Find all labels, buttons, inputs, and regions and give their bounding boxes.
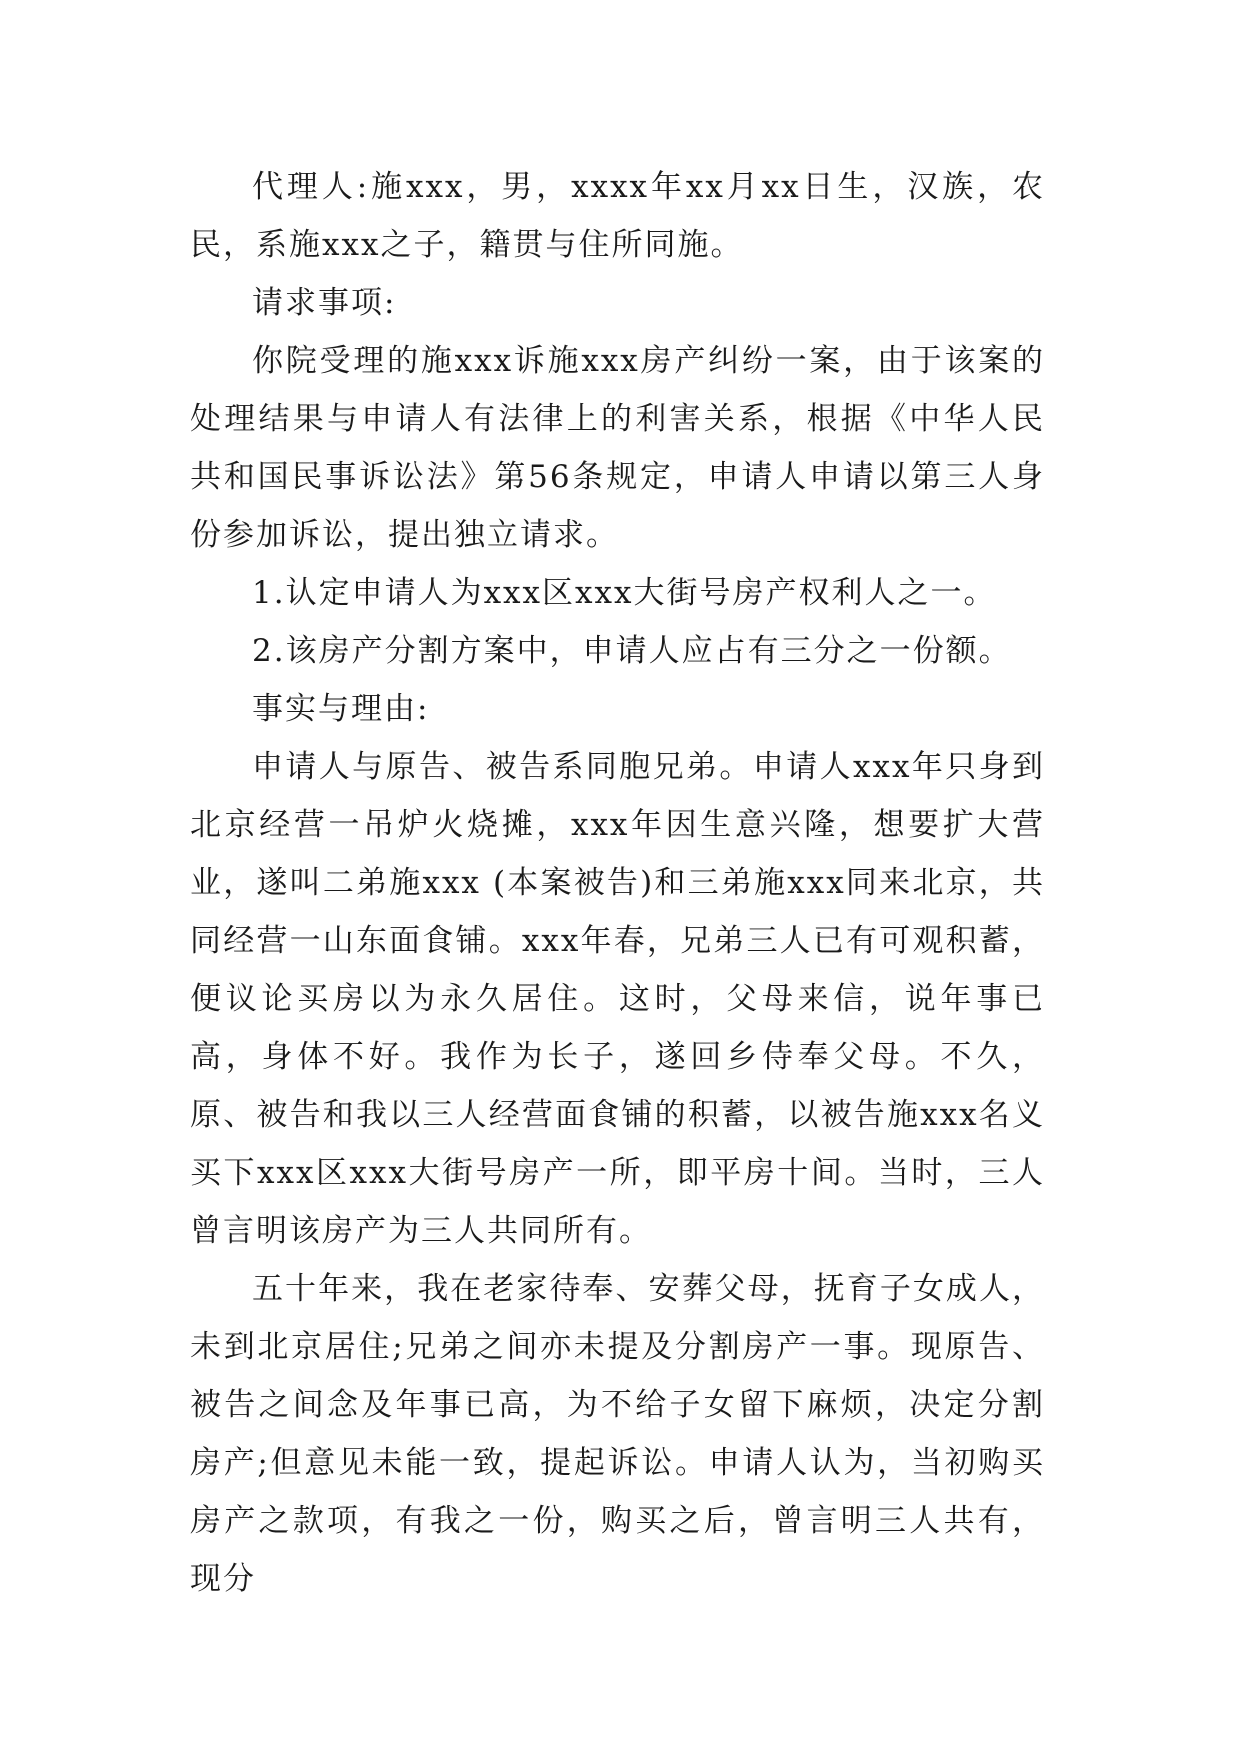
claims-heading: 请求事项: xyxy=(252,285,397,321)
claim-item-1: 1.认定申请人为xxx区xxx大街号房产权利人之一。 xyxy=(252,575,997,611)
facts-heading: 事实与理由: xyxy=(252,691,430,727)
facts-paragraph-2: 五十年来，我在老家待奉、安葬父母，抚育子女成人，未到北京居住;兄弟之间亦未提及分割房产一事。现原告、被告之间念及年事已高，为不给子女留下麻烦，决定分割房产;但意见未能一致，提起诉讼。申请人认为，当初购买房产之款项，有我之一份，购买之后，曾言明三人共有，现分 xyxy=(190,1271,1045,1597)
claims-intro-paragraph: 你院受理的施xxx诉施xxx房产纠纷一案，由于该案的处理结果与申请人有法律上的利害关系，根据《中华人民共和国民事诉讼法》第56条规定，申请人申请以第三人身份参加诉讼，提出独立请求。 xyxy=(190,343,1045,553)
document-body xyxy=(190,158,1045,1608)
facts-paragraph-1: 申请人与原告、被告系同胞兄弟。申请人xxx年只身到北京经营一吊炉火烧摊，xxx年因生意兴隆，想要扩大营业，遂叫二弟施xxx (本案被告)和三弟施xxx同来北京，共同经营一山东面食铺。xxx年春，兄弟三人已有可观积蓄，便议论买房以为永久居住。这时，父母来信，说年事已高，身体不好。我作为长子，遂回乡侍奉父母。不久，原、被告和我以三人经营面食铺的积蓄，以被告施xxx名义买下xxx区xxx大街号房产一所，即平房十间。当时，三人曾言明该房产为三人共同所有。 xyxy=(190,749,1045,1249)
claim-item-2: 2.该房产分割方案中，申请人应占有三分之一份额。 xyxy=(252,633,1012,669)
agent-info-paragraph: 代理人:施xxx，男，xxxx年xx月xx日生，汉族，农民，系施xxx之子，籍贯与住所同施。 xyxy=(190,169,1045,263)
